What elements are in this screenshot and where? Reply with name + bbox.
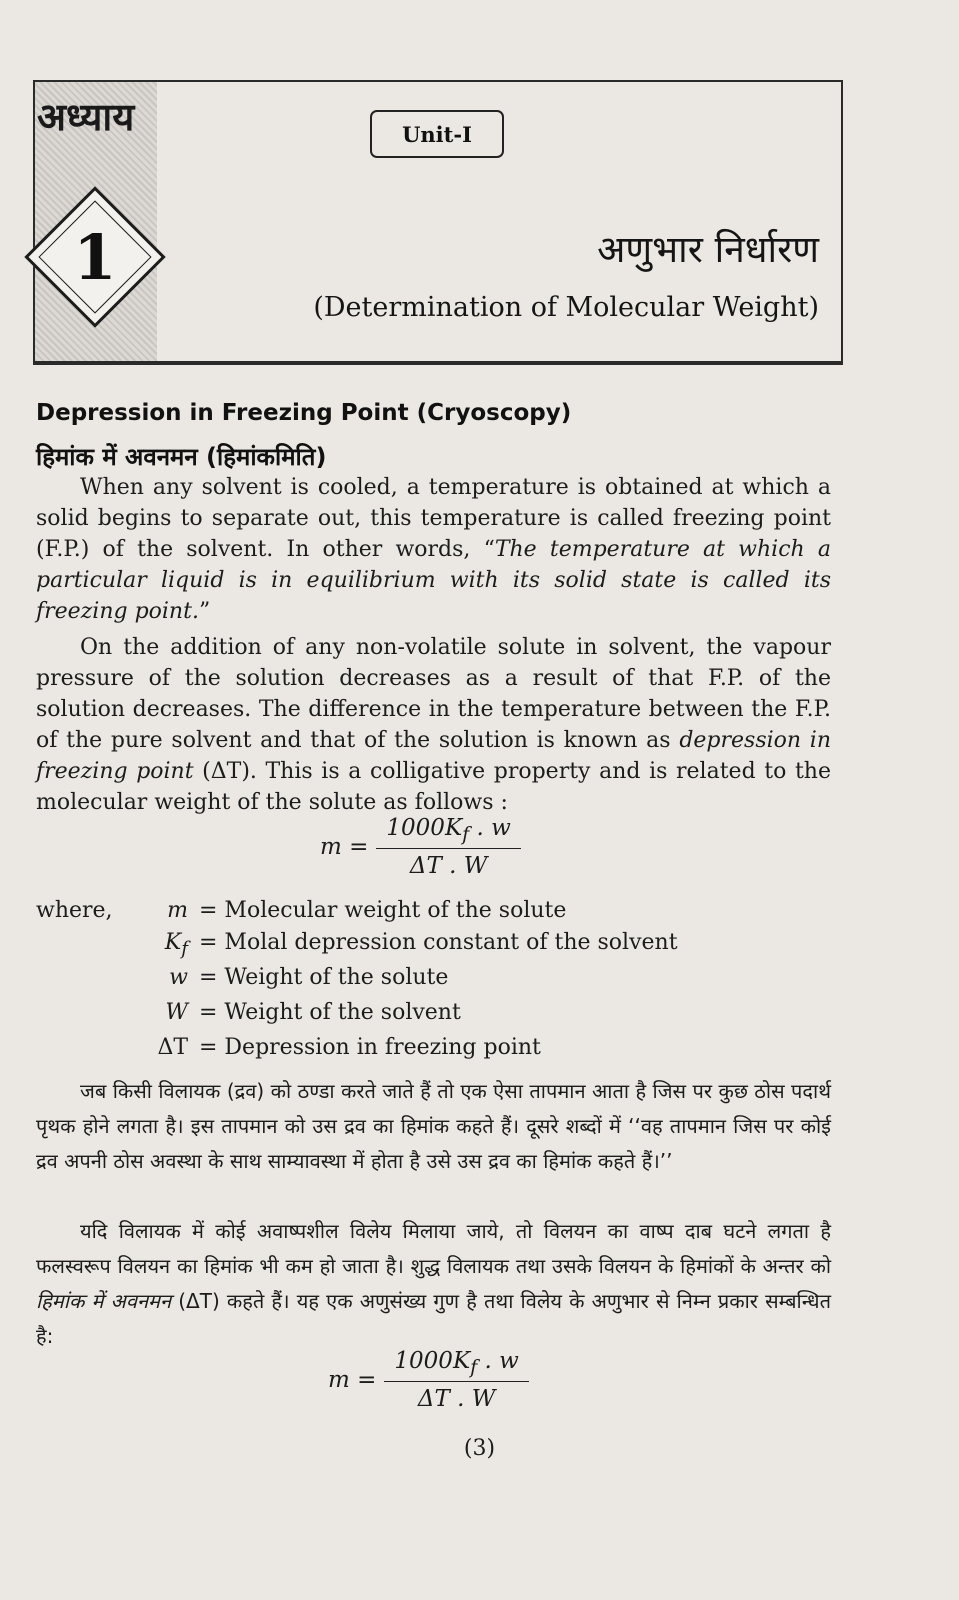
paragraph-depression: On the addition of any non-volatile solute in solvent, the vapour pressure of the solution decreases as a result of that F.P. of the solution decreases. The difference in the temperature between the F.P. of the pure solvent and that of the solution is known as depression in freezing point (ΔT). This is a colligative property and is related to the molecular weight of the solute as follows : [36,635,832,815]
chapter-label: अध्याय [37,95,135,139]
section-heading-english: Depression in Freezing Point (Cryoscopy) [36,400,572,426]
paragraph-freezing-point: When any solvent is cooled, a temperature is obtained at which a solid begins to separate out, this temperature is called freezing point (F.P.) of the solvent. In other words, “The temperature at which a particular liquid is in equilibrium with its solid state is called its freezing point.” [36,475,831,624]
chapter-number: 1 [73,220,117,294]
section-heading-hindi: हिमांक में अवनमन (हिमांकमिति) [36,443,327,471]
page-number: (3) [463,1436,496,1461]
definition-item: $K_f$ = Molal depression constant of the solvent [164,930,678,960]
chapter-header [33,80,843,365]
chapter-title-english: (Determination of Molecular Weight) [313,292,819,323]
definition-item: m = Molecular weight of the solute [167,898,567,923]
term-depression-hindi: हिमांक में अवनमन [36,1289,172,1313]
definition-item: W = Weight of the solvent [165,1000,461,1025]
definitions-lead: where, [36,898,113,923]
term-depression: depression in freezing point [36,728,832,784]
definition-item: w = Weight of the solute [169,965,449,990]
paragraph-hindi-depression: यदि विलायक में कोई अवाष्पशील विलेय मिलाया जाये, तो विलयन का वाष्प दाब घटने लगता है फलस्वरूप विलयन का हिमांक भी कम हो जाता है। शुद्ध विलायक तथा उसके विलयन के हिमांकों के अन्तर को हिमांक में अवनमन (ΔT) कहते हैं। यह एक अणुसंख्य गुण है तथा विलेय के अणुभार से निम्न प्रकार सम्बन्धित है: [36,1219,831,1348]
paragraph-hindi-freezing-point: जब किसी विलायक (द्रव) को ठण्डा करते जाते हैं तो एक ऐसा तापमान आता है जिस पर कुछ ठोस पदार्थ पृथक होने लगता है। इस तापमान को उस द्रव का हिमांक कहते हैं। दूसरे शब्दों में ‘‘वह तापमान जिस पर कोई द्रव अपनी ठोस अवस्था के साथ साम्यावस्था में होता है उसे उस द्रव का हिमांक कहते हैं।’’ [36,1079,831,1173]
freezing-point-definition: The temperature at which a particular liquid is in equilibrium with its solid state is called its freezing point. [36,537,831,624]
molecular-weight-formula-2: m = $\frac{1000K_f . w}{\Delta T . W}$ [328,1348,529,1412]
definition-item: ΔT = Depression in freezing point [157,1035,541,1060]
chapter-title-hindi: अणुभार निर्धारण [597,228,819,271]
molecular-weight-formula: m = $\frac{1000K_f . w}{\Delta T . W}$ [320,815,521,879]
unit-badge: Unit-I [370,110,504,158]
